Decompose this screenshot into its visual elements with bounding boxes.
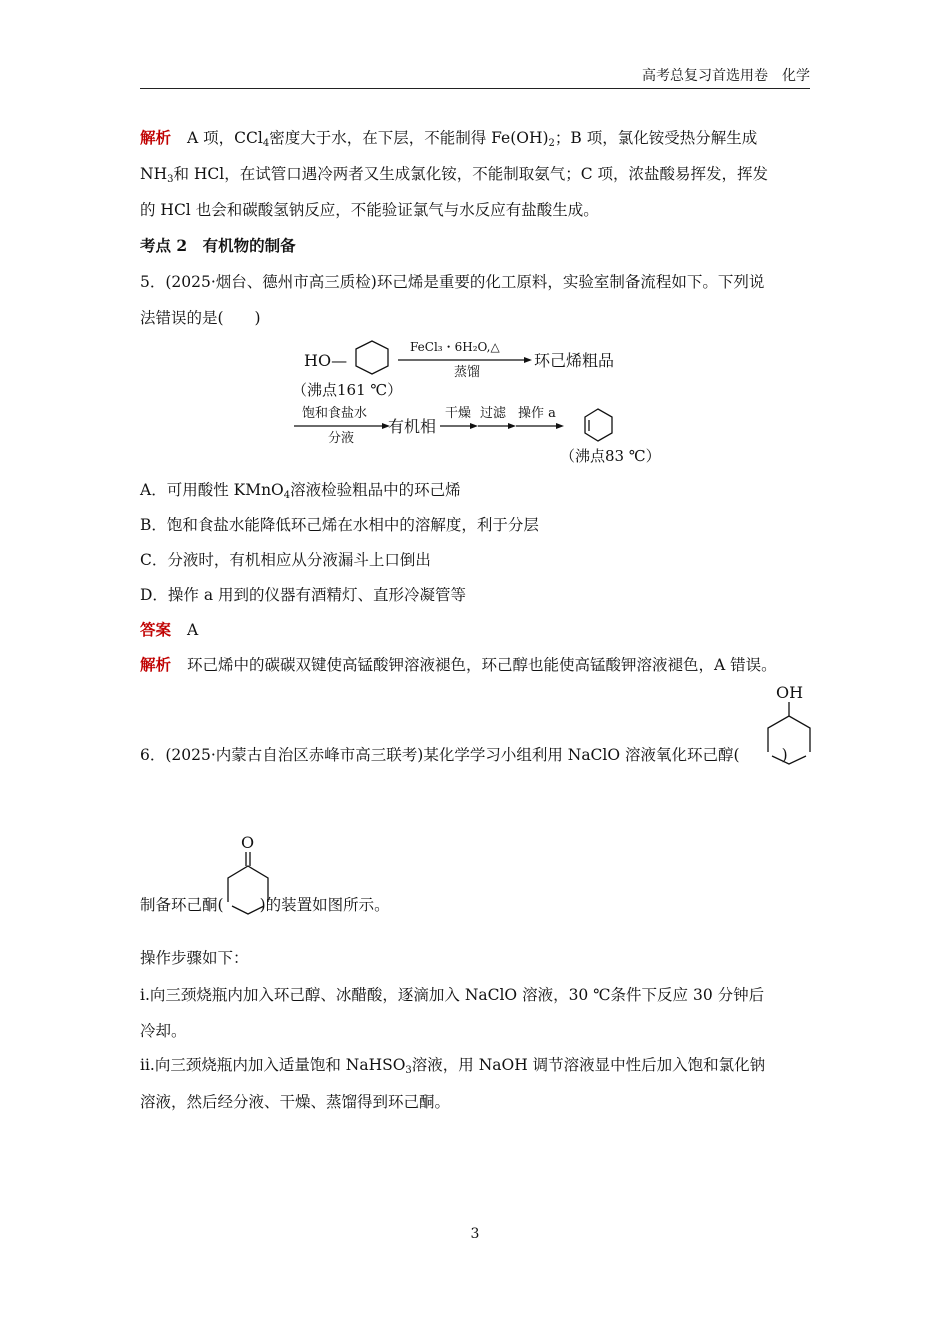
scheme-organic-phase: 有机相 [388,417,437,436]
q5-analysis: 解析 环己烯中的碳碳双键使高锰酸钾溶液褪色，环己醇也能使高锰酸钾溶液褪色，A 错误。 [140,655,777,674]
reaction-scheme [290,333,670,473]
analysis-label: 解析 [140,128,172,147]
step-i-line-1: ⅰ.向三颈烧瓶内加入环己醇、冰醋酸，逐滴加入 NaClO 溶液，30 ℃条件下反应 30 分钟后 [140,986,765,1004]
analysis-label: 解析 [140,655,172,674]
header-title: 高考总复习首选用卷 化学 [642,68,810,84]
scheme-reagent-bottom: 蒸馏 [454,365,481,380]
option-a: A．可用酸性 KMnO$_4$溶液检验粗品中的环己烯 [140,481,461,501]
scheme-product1: 环己烯粗品 [534,351,615,370]
scheme-reactant-label: HO— [304,351,348,370]
q6-stem-line-2: 制备环己酮( )的装置如图所示。 [140,896,390,914]
step-ii-line-2: 溶液，然后经分液、干燥、蒸馏得到环己酮。 [140,1093,451,1111]
step-ii-line-1: ⅱ.向三颈烧瓶内加入适量饱和 NaHSO$_3$溶液，用 NaOH 调节溶液显中性后加入饱和氯化钠 [140,1056,766,1076]
option-d: D．操作 a 用到的仪器有酒精灯、直形冷凝管等 [140,586,467,604]
scheme-arrowhead-1 [524,357,532,363]
scheme-step4: 过滤 [480,406,507,421]
cyclohexanol-ring [356,341,388,374]
option-b: B．饱和食盐水能降低环己烯在水相中的溶解度，利于分层 [140,516,539,534]
scheme-step2-top: 饱和食盐水 [302,406,368,421]
q4-analysis-line-3: 的 HCl 也会和碳酸氢钠反应，不能验证氯气与水反应有盐酸生成。 [140,201,599,219]
page-number: 3 [470,1226,480,1242]
o-label: O [241,833,255,852]
scheme-step3: 干燥 [445,406,472,421]
q5-stem-line-1: 5．(2025·烟台、德州市高三质检)环己烯是重要的化工原料，实验室制备流程如下。下列说 [140,273,765,291]
scheme-arrowhead-4 [508,423,516,429]
scheme-arrowhead-3 [470,423,478,429]
steps-title: 操作步骤如下： [140,949,249,967]
q4-analysis-line-2: $NH_3$和 HCl，在试管口遇冷两者又生成氯化铵，不能制取氨气；C 项，浓盐酸易挥发，挥发 [140,165,769,185]
scheme-bp1: （沸点161 ℃） [292,381,403,399]
step-i-line-2: 冷却。 [140,1022,187,1040]
option-c: C．分液时，有机相应从分液漏斗上口倒出 [140,551,431,569]
q5-answer: 答案 A [140,620,199,639]
scheme-bp2: （沸点83 ℃） [560,447,661,465]
page-header [140,66,810,89]
answer-label: 答案 [140,620,172,639]
oh-label: OH [776,683,804,702]
scheme-arrowhead-5 [556,423,564,429]
q4-analysis-line-1: 解析 A 项，CCl$_4$密度大于水，在下层，不能制得 $Fe(OH)_2$；B 项，氯化铵受热分解生成 [140,128,758,149]
scheme-reagent-top: FeCl₃・6H₂O,△ [410,340,500,354]
scheme-step5: 操作 a [518,406,556,421]
section-title: 考点 2 有机物的制备 [140,236,296,255]
q5-stem-line-2: 法错误的是( ) [140,309,261,327]
q6-stem-line-1: 6．(2025·内蒙古自治区赤峰市高三联考)某化学学习小组利用 NaClO 溶液氧化环己醇( ) [140,746,788,764]
scheme-step2-bottom: 分液 [328,431,355,446]
